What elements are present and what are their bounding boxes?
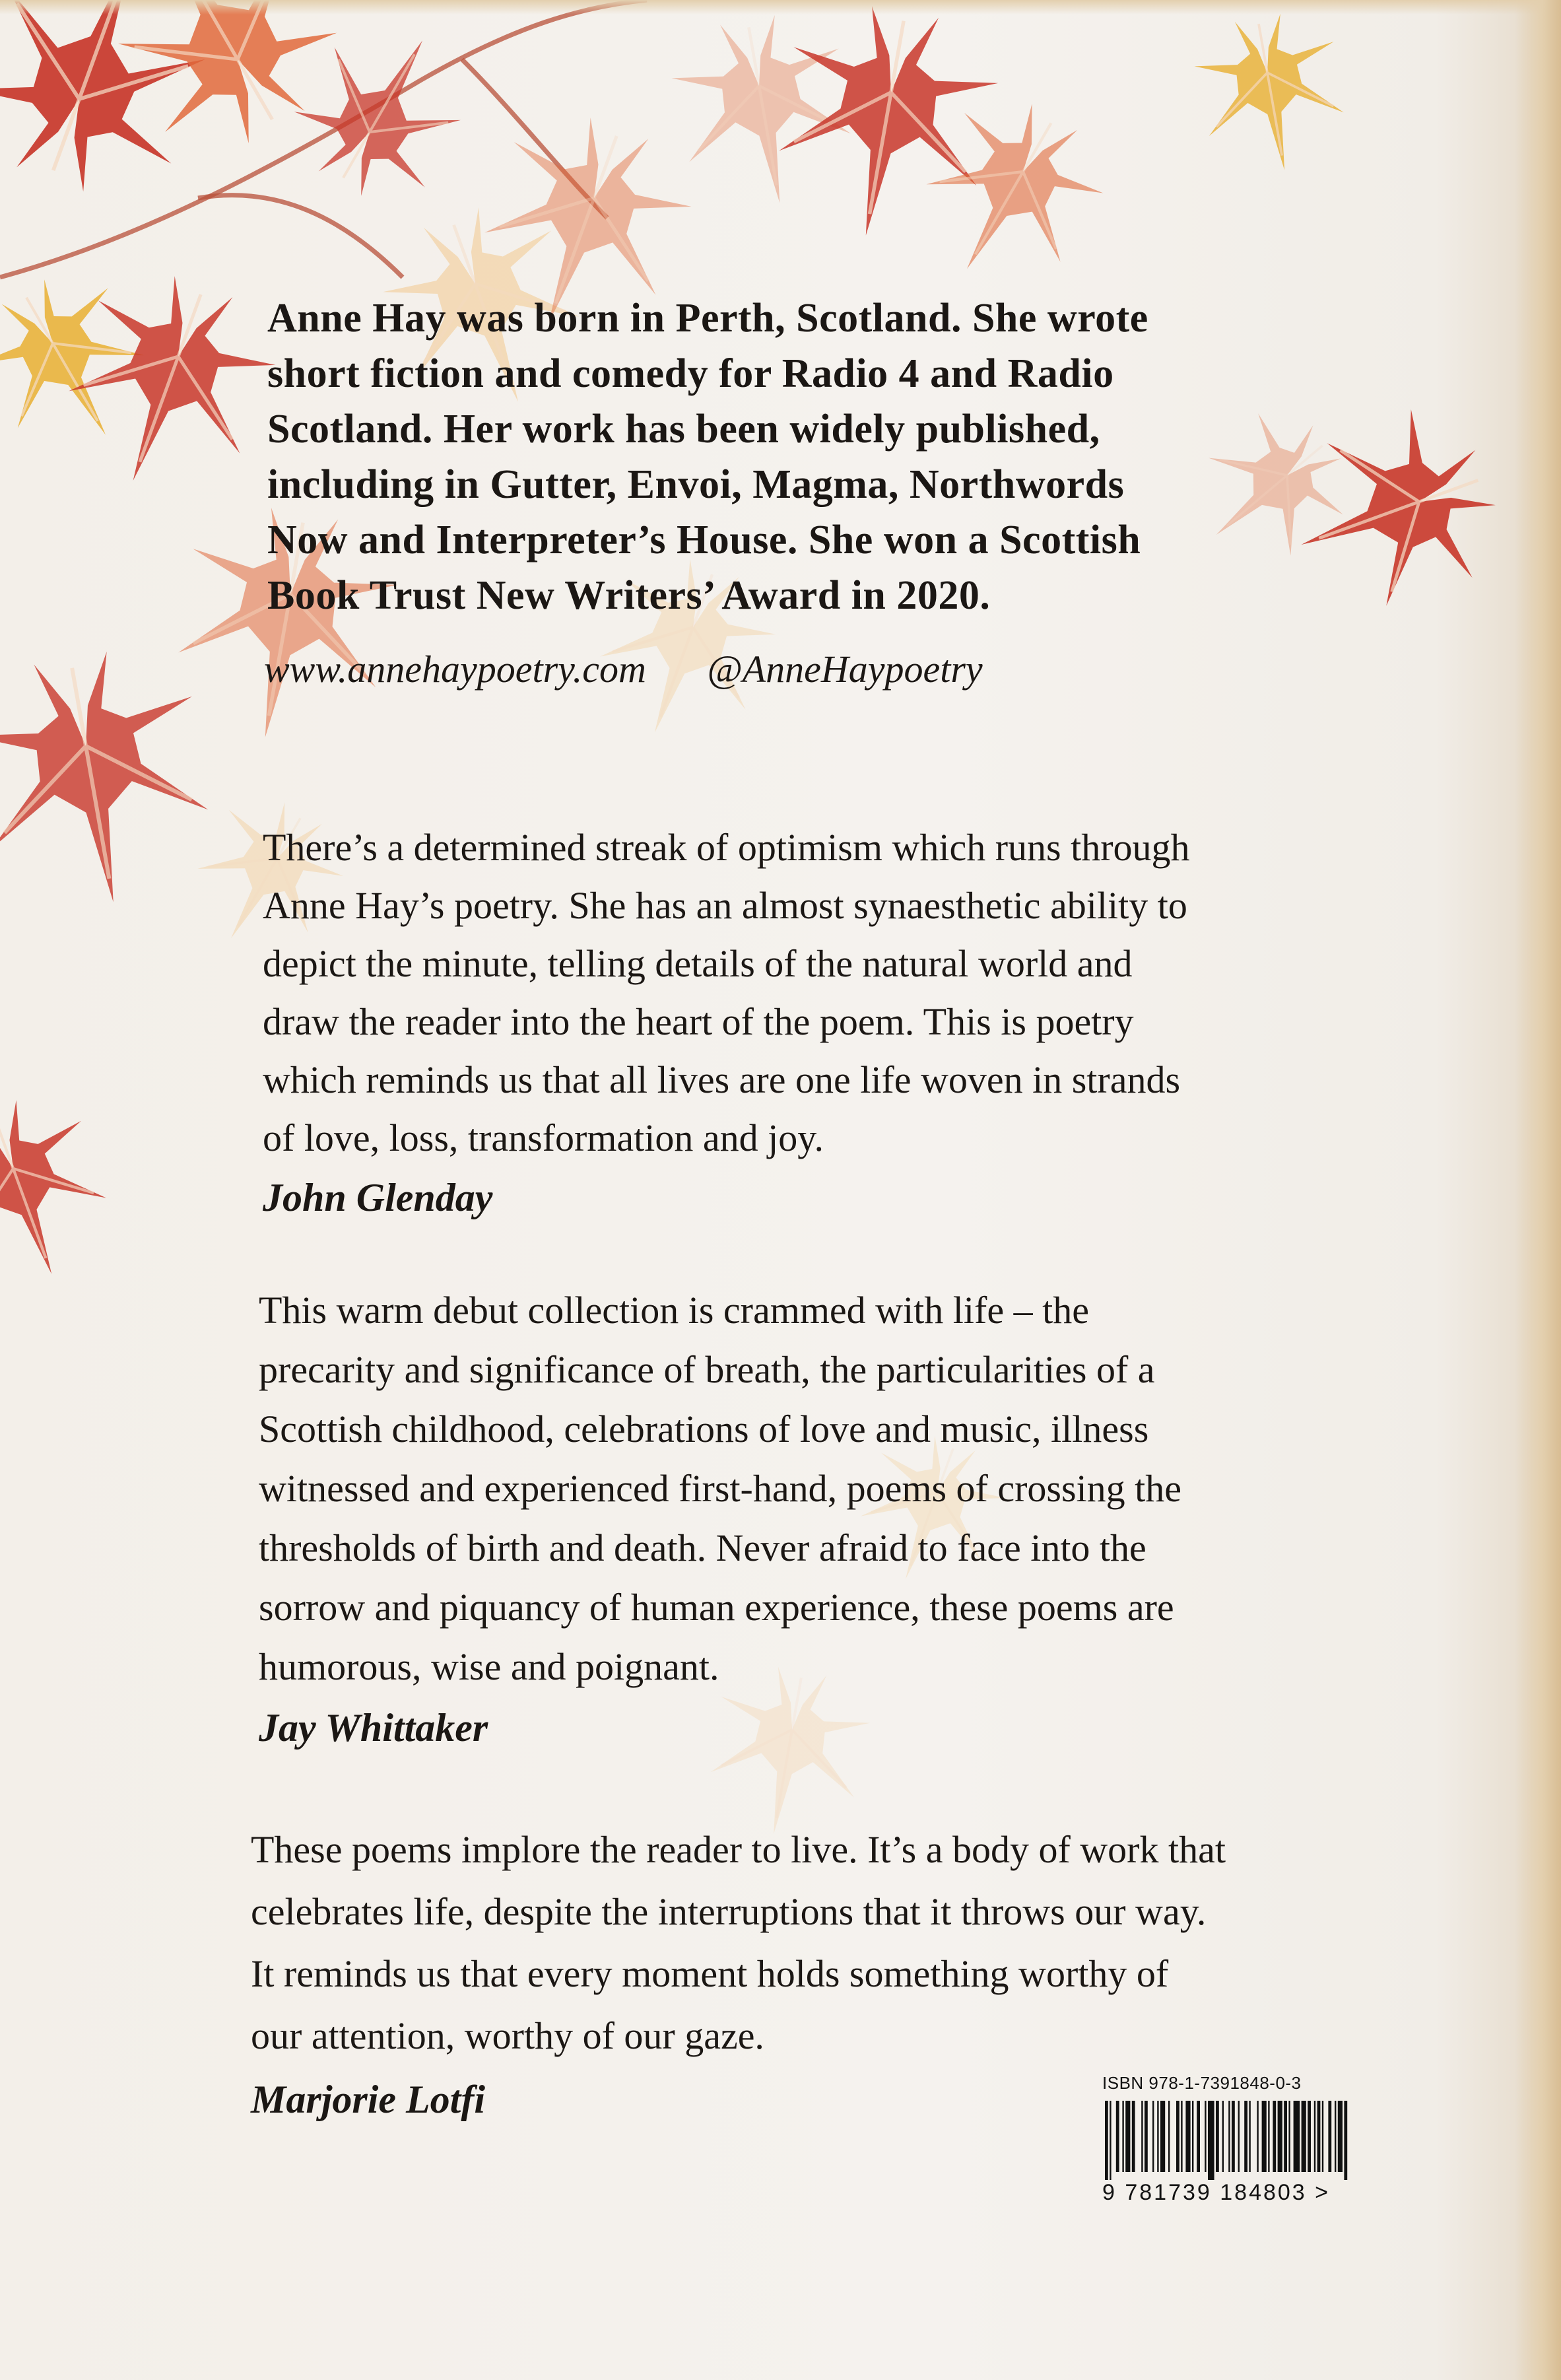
endorsement-quote xyxy=(263,819,1190,1227)
barcode-bar xyxy=(1302,2101,1306,2172)
author-links xyxy=(264,647,1122,691)
barcode-bar xyxy=(1208,2101,1214,2180)
quote-line: This warm debut collection is crammed with life – the xyxy=(259,1289,1089,1332)
barcode-bar xyxy=(1192,2101,1193,2172)
barcode-bar xyxy=(1145,2101,1148,2172)
barcode-bar xyxy=(1105,2101,1108,2180)
quote-line: humorous, wise and poignant. xyxy=(259,1645,719,1688)
barcode-bar xyxy=(1284,2101,1287,2172)
barcode-bar xyxy=(1335,2101,1336,2172)
quote-line: Anne Hay’s poetry. She has an almost synaesthetic ability to xyxy=(263,884,1187,927)
barcode-bar xyxy=(1116,2101,1119,2172)
author-bio-line: Anne Hay was born in Perth, Scotland. She wrote xyxy=(267,296,1148,341)
barcode-bar xyxy=(1338,2101,1343,2172)
maple-leaf xyxy=(0,638,225,922)
author-bio-line: Now and Interpreter’s House. She won a Scottish xyxy=(267,518,1141,562)
barcode-bar xyxy=(1238,2101,1240,2172)
barcode-bar xyxy=(1176,2101,1179,2172)
cover-top-edge xyxy=(0,0,1561,15)
barcode-bar xyxy=(1205,2101,1206,2172)
barcode-bar xyxy=(1257,2101,1258,2172)
barcode-bar xyxy=(1216,2101,1219,2172)
cover-right-edge xyxy=(1515,0,1561,2380)
barcode-bar xyxy=(1322,2101,1323,2172)
quote-line: These poems implore the reader to live. It’s a body of work that xyxy=(251,1828,1226,1871)
barcode-bar xyxy=(1181,2101,1182,2172)
barcode-bar xyxy=(1288,2101,1290,2172)
barcode-bar xyxy=(1273,2101,1276,2172)
barcode-bar xyxy=(1228,2101,1230,2172)
barcode-bar xyxy=(1294,2101,1300,2172)
barcode-bar xyxy=(1185,2101,1190,2172)
maple-leaf xyxy=(275,3,488,221)
quote-line: celebrates life, despite the interruptions that it throws our way. xyxy=(251,1890,1207,1933)
quote-line: thresholds of birth and death. Never afraid to face into the xyxy=(259,1526,1146,1569)
barcode-bar xyxy=(1197,2101,1200,2172)
barcode-bar xyxy=(1122,2101,1123,2172)
isbn-label: ISBN 978-1-7391848-0-3 xyxy=(1102,2073,1302,2093)
author-twitter-handle: @AnneHaypoetry xyxy=(707,648,983,691)
quote-line: our attention, worthy of our gaze. xyxy=(251,2014,764,2057)
quote-line: depict the minute, telling details of the natural world and xyxy=(263,942,1133,985)
author-bio-line: including in Gutter, Envoi, Magma, Northwords xyxy=(267,462,1125,507)
barcode-bar xyxy=(1314,2101,1315,2172)
quote-author: Marjorie Lotfi xyxy=(251,2078,485,2121)
maple-leaf xyxy=(0,1081,127,1301)
author-bio-line: Book Trust New Writers’ Award in 2020. xyxy=(267,573,991,618)
quote-line: There’s a determined streak of optimism which runs through xyxy=(263,826,1190,869)
barcode-bar xyxy=(1268,2101,1269,2172)
barcode-bar xyxy=(1152,2101,1154,2172)
barcode-bar xyxy=(1222,2101,1224,2172)
barcode-bar xyxy=(1262,2101,1267,2172)
barcode-bar xyxy=(1157,2101,1158,2172)
quote-line: which reminds us that all lives are one life woven in strands xyxy=(263,1058,1181,1101)
barcode-bar xyxy=(1168,2101,1170,2172)
barcode-bar xyxy=(1110,2101,1111,2180)
barcode-bar xyxy=(1232,2101,1235,2172)
quote-line: It reminds us that every moment holds something worthy of xyxy=(251,1952,1169,1995)
quote-author: Jay Whittaker xyxy=(259,1706,488,1750)
author-website: www.annehaypoetry.com xyxy=(264,648,646,691)
barcode-bars xyxy=(1102,2101,1353,2180)
quote-line: precarity and significance of breath, the particularities of a xyxy=(259,1348,1155,1391)
maple-leaf xyxy=(764,0,1008,254)
barcode-bar xyxy=(1344,2101,1347,2180)
quote-line: sorrow and piquancy of human experience, these poems are xyxy=(259,1586,1174,1629)
barcode-bar xyxy=(1160,2101,1165,2172)
endorsement-quote xyxy=(251,1819,1226,2130)
quote-author: John Glenday xyxy=(263,1176,493,1219)
maple-leaf xyxy=(664,5,863,218)
author-bio xyxy=(267,290,1317,623)
barcode-bar xyxy=(1249,2101,1250,2172)
barcode-bar xyxy=(1141,2101,1143,2172)
barcode-bar xyxy=(1317,2101,1321,2172)
maple-leaf xyxy=(1188,5,1354,182)
barcode-bar xyxy=(1308,2101,1311,2172)
author-bio-line: short fiction and comedy for Radio 4 and Radio xyxy=(267,351,1114,396)
quote-line: Scottish childhood, celebrations of love and music, illness xyxy=(259,1408,1149,1450)
barcode-bar xyxy=(1328,2101,1331,2172)
barcode-digits: 9 781739 184803 > xyxy=(1102,2180,1331,2205)
barcode-bar xyxy=(1244,2101,1247,2172)
author-bio-line: Scotland. Her work has been widely published, xyxy=(267,407,1100,452)
endorsement-quote xyxy=(259,1281,1181,1757)
barcode-bar xyxy=(1278,2101,1282,2172)
quote-line: draw the reader into the heart of the poem. This is poetry xyxy=(263,1000,1134,1043)
barcode-bar xyxy=(1125,2101,1130,2172)
branch xyxy=(198,195,403,277)
quote-line: witnessed and experienced first-hand, poems of crossing the xyxy=(259,1467,1182,1510)
isbn-barcode xyxy=(1102,2073,1366,2205)
quote-line: of love, loss, transformation and joy. xyxy=(263,1116,824,1159)
barcode-bar xyxy=(1132,2101,1135,2172)
